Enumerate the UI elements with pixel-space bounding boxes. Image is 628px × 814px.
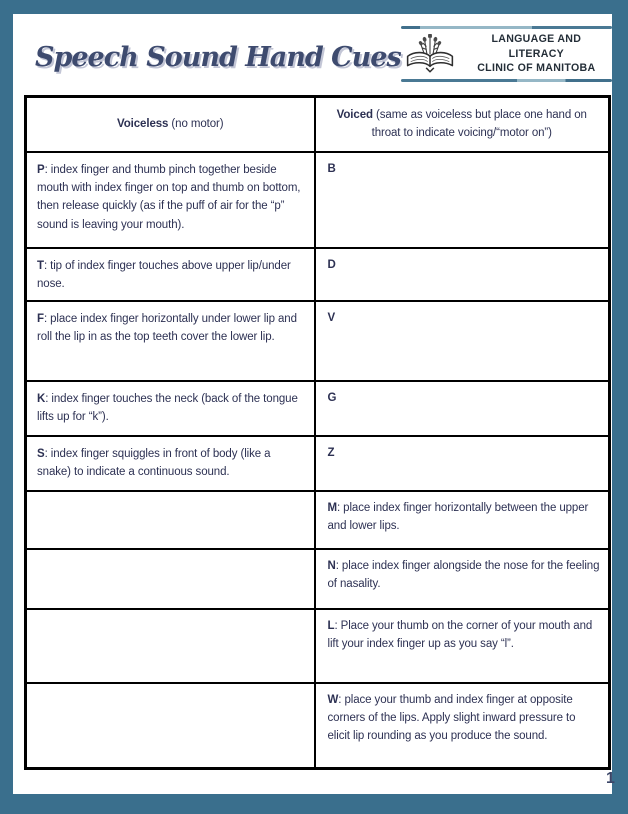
cue-cell-p xyxy=(26,152,315,248)
sound-letter: V xyxy=(327,311,336,324)
voiceless-label: Voiceless xyxy=(117,118,169,131)
table-header-row xyxy=(26,97,610,152)
empty-cell xyxy=(26,491,315,549)
page-number: 1 xyxy=(606,770,615,787)
clinic-name xyxy=(463,32,610,76)
logo-content xyxy=(401,29,612,79)
voiceless-note: (no motor) xyxy=(168,118,224,131)
table-row xyxy=(26,609,610,683)
cue-cell-g xyxy=(315,381,610,436)
cue-text: : place index finger horizontally under lower lip and roll the lip in as the top teeth cover the lower lip. xyxy=(37,312,297,343)
document-header xyxy=(13,14,612,94)
sound-letter: N xyxy=(327,559,336,572)
sound-letter: W xyxy=(327,693,339,706)
cue-cell-f xyxy=(26,301,315,381)
hand-cues-table xyxy=(24,95,611,770)
document-page xyxy=(13,14,615,794)
cue-text: : tip of index finger touches above upper lip/under nose. xyxy=(37,259,291,290)
cue-cell-s xyxy=(26,436,315,491)
cue-cell-t xyxy=(26,248,315,301)
cue-text: : index finger squiggles in front of body (like a snake) to indicate a continuous sound. xyxy=(37,447,271,478)
sound-letter: G xyxy=(327,391,337,404)
sound-letter: L xyxy=(327,619,335,632)
sound-letter: D xyxy=(327,258,336,271)
cue-cell-w xyxy=(315,683,610,769)
sound-letter: K xyxy=(37,392,46,405)
cue-cell-z xyxy=(315,436,610,491)
voiced-note: (same as voiceless but place one hand on throat to indicate voicing/“motor on”) xyxy=(371,108,587,140)
cue-cell-n xyxy=(315,549,610,609)
sound-letter: S xyxy=(37,447,45,460)
cue-text: : index finger and thumb pinch together beside mouth with index finger on top and thumb on bottom, then release quickly (as if the puff of air for the “p” sound is leaving your mouth). xyxy=(37,163,301,231)
cue-text: : place your thumb and index finger at opposite corners of the lips. Apply slight inward pressure to elicit lip rounding as you produce the sound. xyxy=(327,693,576,743)
cue-text: : Place your thumb on the corner of your mouth and lift your index finger up as you say “l”. xyxy=(327,619,593,650)
table-row xyxy=(26,248,610,301)
column-header-voiced xyxy=(315,97,610,152)
cue-cell-v xyxy=(315,301,610,381)
table-row xyxy=(26,381,610,436)
table-row xyxy=(26,491,610,549)
table-row xyxy=(26,152,610,248)
cue-cell-l xyxy=(315,609,610,683)
table-row xyxy=(26,301,610,381)
clinic-logo xyxy=(401,26,612,82)
table-row xyxy=(26,549,610,609)
empty-cell xyxy=(26,609,315,683)
sound-letter: P xyxy=(37,163,45,176)
clinic-name-line2: CLINIC OF MANITOBA xyxy=(477,62,596,75)
table-row xyxy=(26,436,610,491)
cue-cell-m xyxy=(315,491,610,549)
book-flowers-logo-icon xyxy=(403,31,457,77)
sound-letter: Z xyxy=(327,446,335,459)
sound-letter: T xyxy=(37,259,44,272)
sound-letter: F xyxy=(37,312,44,325)
sound-letter: M xyxy=(327,501,337,514)
voiced-label: Voiced xyxy=(336,108,373,121)
cue-cell-k xyxy=(26,381,315,436)
table-row xyxy=(26,683,610,769)
empty-cell xyxy=(26,549,315,609)
clinic-name-line1: LANGUAGE AND LITERACY xyxy=(491,32,582,60)
cue-cell-d xyxy=(315,248,610,301)
empty-cell xyxy=(26,683,315,769)
cue-text: : index finger touches the neck (back of the tongue lifts up for “k”). xyxy=(37,392,298,423)
cue-text: : place index finger alongside the nose for the feeling of nasality. xyxy=(327,559,600,590)
column-header-voiceless xyxy=(26,97,315,152)
page-title: Speech Sound Hand Cues xyxy=(35,42,401,73)
cue-text: : place index finger horizontally between the upper and lower lips. xyxy=(327,501,589,532)
sound-letter: B xyxy=(327,162,336,175)
cue-cell-b xyxy=(315,152,610,248)
logo-divider-bottom xyxy=(401,79,612,82)
